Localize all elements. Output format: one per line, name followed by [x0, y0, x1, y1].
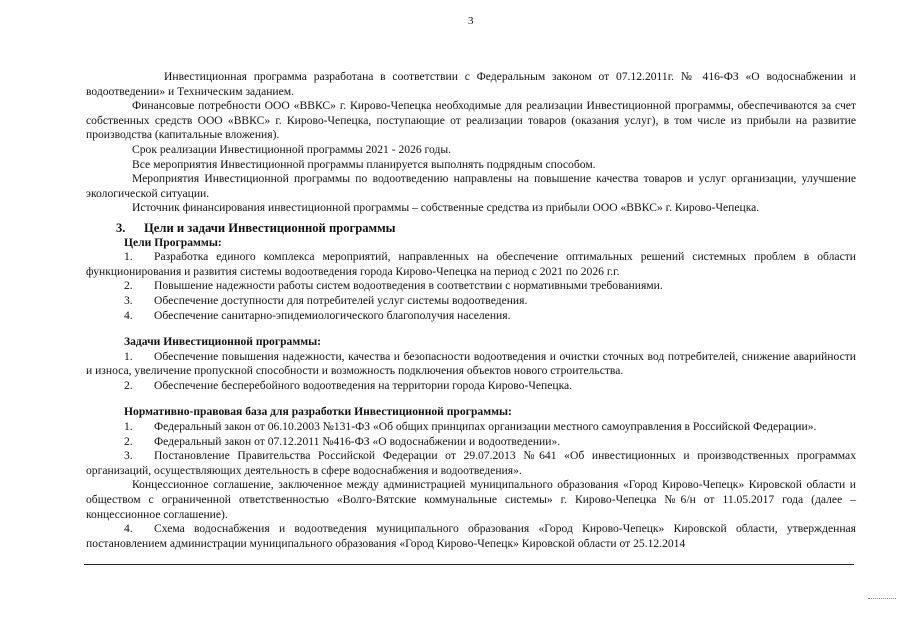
intro-paragraph-finance: Финансовые потребности ООО «ВВКС» г. Кирово-Чепецка необходимые для реализации Инвестиционной программы, обеспечиваются за счет собственных средств ООО «ВВКС» г. Кирово-Чепецка, поступающие от реализации товаров (оказания услуг), в том числе из прибыли на развитие производства (капитальные вложения). [86, 99, 856, 142]
concession-paragraph: Концессионное соглашение, заключенное между администрацией муниципального образования «Город Кирово-Чепецк» Кировской области и обществом с ограниченной ответственностью «Волго-Вятские коммунальные системы» г. Кирово-Чепецка №6/н от 11.05.2017 года (далее – концессионное соглашение). [86, 478, 856, 521]
intro-paragraph-source: Источник финансирования инвестиционной программы – собственные средства из прибыли ООО «ВВКС» г. Кирово-Чепецка. [132, 201, 760, 215]
legal-item: 1. Федеральный закон от 06.10.2003 №131-ФЗ «Об общих принципах организации местного самоуправления в Российской Федерации». [124, 420, 817, 434]
tasks-heading: Задачи Инвестиционной программы: [124, 335, 322, 349]
legal-heading: Нормативно-правовая база для разработки Инвестиционной программы: [124, 405, 512, 419]
goal-item: 3. Обеспечение доступности для потребителей услуг системы водоотведения. [124, 293, 528, 307]
goal-item: 4. Обеспечение санитарно-эпидемиологического благополучия населения. [124, 308, 511, 322]
section-heading [116, 221, 856, 236]
strikethrough-line [84, 564, 854, 565]
goal-item: 2. Повышение надежности работы систем водоотведения в соответствии с нормативными требованиями. [124, 279, 663, 293]
goals-heading: Цели Программы: [124, 235, 222, 249]
page-number: 3 [468, 15, 474, 27]
task-item: 1. Обеспечение повышения надежности, качества и безопасности водоотведения и очистки сточных вод потребителей, снижение аварийности и износа, увеличение пропускной способности и возможность подключения объектов нового строительства. [86, 349, 856, 378]
section-number: 3. [116, 220, 126, 235]
goal-item: 1. Разработка единого комплекса мероприятий, направленных на обеспечение оптимальных решений системных проблем в области функционирования и развития системы водоотведения города Кирово-Чепецка на период с 2021 по 2026 г.г. [86, 250, 856, 278]
document-body [86, 70, 856, 551]
legal-item: 2. Федеральный закон от 07.12.2011 №416-ФЗ «О водоснабжении и водоотведении». [124, 434, 561, 448]
section-title: Цели и задачи Инвестиционной программы [144, 220, 396, 235]
task-item: 2. Обеспечение бесперебойного водоотведения на территории города Кирово-Чепецка. [124, 378, 573, 392]
legal-item: 4. Схема водоснабжения и водоотведения муниципального образования «Город Кирово-Чепецк» Кировской области, утвержденная постановлением администрации муниципального образования «Город Кирово-Чепецк» Кировской области от 25.12.2014 [86, 522, 856, 550]
intro-paragraph-contract: Все мероприятия Инвестиционной программы планируется выполнять подрядным способом. [132, 157, 596, 171]
intro-paragraph-term: Срок реализации Инвестиционной программы 2021 - 2026 годы. [132, 142, 452, 156]
intro-paragraph-goals: Мероприятия Инвестиционной программы по водоотведению направлены на повышение качества товаров и услуг организации, улучшение экологической ситуации. [86, 172, 856, 200]
intro-paragraph-law: Инвестиционная программа разработана в соответствии с Федеральным законом от 07.12.2011г. № 416-ФЗ «О водоснабжении и водоотведении» и Техническим заданием. [86, 70, 856, 98]
footer-mark [868, 598, 896, 600]
legal-item: 3. Постановление Правительства Российской Федерации от 29.07.2013 №641 «Об инвестиционных и производственных программах организаций, осуществляющих деятельность в сфере водоснабжения и водоотведения». [86, 449, 856, 477]
